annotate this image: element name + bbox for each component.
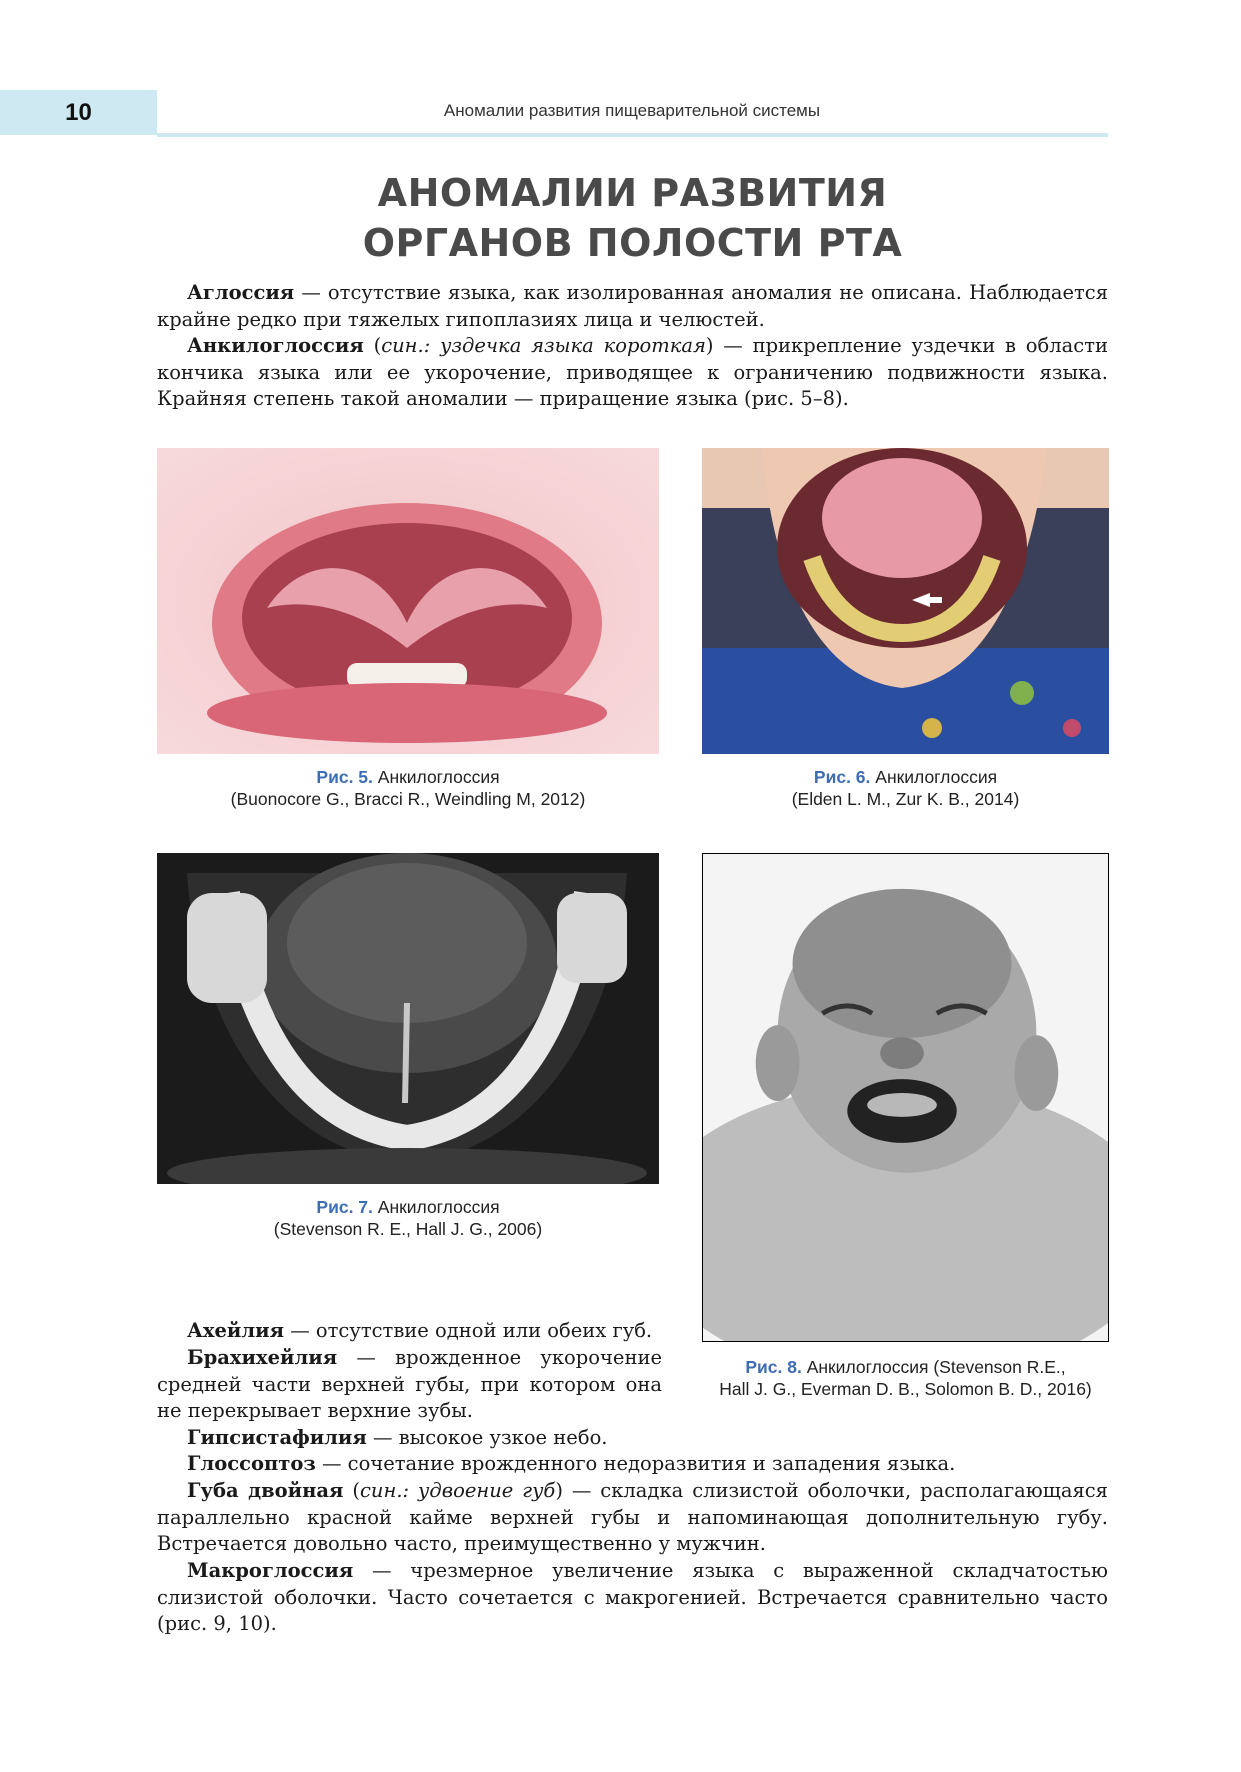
chapter-title: [157, 168, 1108, 268]
running-title: Аномалии развития пищеварительной системы: [443, 101, 821, 120]
figure-7-title: Анкилоглоссия: [372, 1197, 500, 1217]
header-rule: [157, 133, 1108, 137]
hypsistaphylia-term: Гипсистафилия: [187, 1426, 367, 1449]
brachycheilia-term: Брахихейлия: [187, 1346, 338, 1369]
acheilia-paragraph: [157, 1318, 662, 1345]
brachycheilia-paragraph: [157, 1345, 662, 1425]
figure-5-label: Рис. 5.: [316, 767, 373, 787]
ankyloglossia-term: Анкилоглоссия: [187, 334, 364, 357]
macroglossia-text: — чрезмерное увеличение языка с выраженной складчатостью слизистой оболочки. Часто сочетается с макрогенией. Встречается сравнительно часто (рис. 9, 10).: [157, 1559, 1108, 1635]
figure-7-caption: [157, 1196, 659, 1240]
aglossia-paragraph: [157, 280, 1108, 333]
ankyloglossia-synonym: син.: уздечка языка короткая: [381, 334, 706, 357]
figure-8-title: Анкилоглоссия (Stevenson R.E.,: [801, 1357, 1066, 1377]
figure-6-label: Рис. 6.: [813, 767, 871, 787]
figure-5-source: (Buonocore G., Bracci R., Weindling M, 2012): [230, 789, 586, 809]
double-lip-text: ) — складка слизистой оболочки, располагающаяся параллельно красной кайме верхней губы и напоминающая дополнительную губу. Встречается довольно часто, преимущественно у мужчин.: [157, 1479, 1108, 1555]
figure-7-photo: [157, 853, 659, 1184]
figure-7-label: Рис. 7.: [316, 1197, 373, 1217]
acheilia-term: Ахейлия: [187, 1319, 284, 1342]
macroglossia-paragraph: [157, 1558, 1108, 1638]
figure-5-photo: [157, 448, 659, 754]
brachycheilia-text: — врожденное укорочение средней части верхней губы, при котором она не перекрывает верхние зубы.: [157, 1346, 662, 1422]
double-lip-synonym: син.: удвоение губ: [360, 1479, 556, 1502]
glossoptosis-text: — сочетание врожденного недоразвития и западения языка.: [315, 1452, 956, 1475]
chapter-title-line2: ОРГАНОВ ПОЛОСТИ РТА: [362, 221, 903, 265]
figure-8-photo: [702, 853, 1109, 1342]
double-lip-paren: (: [343, 1479, 361, 1502]
chapter-title-line1: АНОМАЛИИ РАЗВИТИЯ: [377, 171, 888, 215]
figure-6-photo: [702, 448, 1109, 754]
hypsistaphylia-text: — высокое узкое небо.: [366, 1426, 608, 1449]
figure-5-caption: [157, 766, 659, 810]
ankyloglossia-text: ) — прикрепление уздечки в области кончика языка или ее укорочение, приводящее к ограничению подвижности языка. Крайняя степень такой аномалии — приращение языка (рис. 5–8).: [157, 334, 1109, 410]
glossoptosis-term: Глоссоптоз: [187, 1452, 316, 1475]
figure-8-caption: [702, 1356, 1109, 1400]
ankyloglossia-paragraph: [157, 333, 1108, 413]
ankyloglossia-paren: (: [363, 334, 382, 357]
aglossia-term: Аглоссия: [187, 281, 295, 304]
figure-6-title: Анкилоглоссия: [870, 767, 998, 787]
double-lip-paragraph: [157, 1478, 1108, 1558]
aglossia-text: — отсутствие языка, как изолированная аномалия не описана. Наблюдается крайне редко при тяжелых гипоплазиях лица и челюстей.: [157, 281, 1108, 331]
double-lip-term: Губа двойная: [187, 1479, 344, 1502]
page-number: 10: [65, 98, 92, 126]
glossoptosis-paragraph: [157, 1451, 1108, 1478]
figure-6-caption: [702, 766, 1109, 810]
figure-8-label: Рис. 8.: [745, 1357, 802, 1377]
acheilia-text: — отсутствие одной или обеих губ.: [284, 1319, 653, 1342]
macroglossia-term: Макроглоссия: [187, 1559, 354, 1582]
figure-5-title: Анкилоглоссия: [372, 767, 500, 787]
figure-6-source: (Elden L. M., Zur K. B., 2014): [791, 789, 1020, 809]
figure-8-source: Hall J. G., Everman D. B., Solomon B. D., 2016): [719, 1379, 1092, 1399]
figure-7-source: (Stevenson R. E., Hall J. G., 2006): [273, 1219, 543, 1239]
hypsistaphylia-paragraph: [157, 1425, 1108, 1452]
